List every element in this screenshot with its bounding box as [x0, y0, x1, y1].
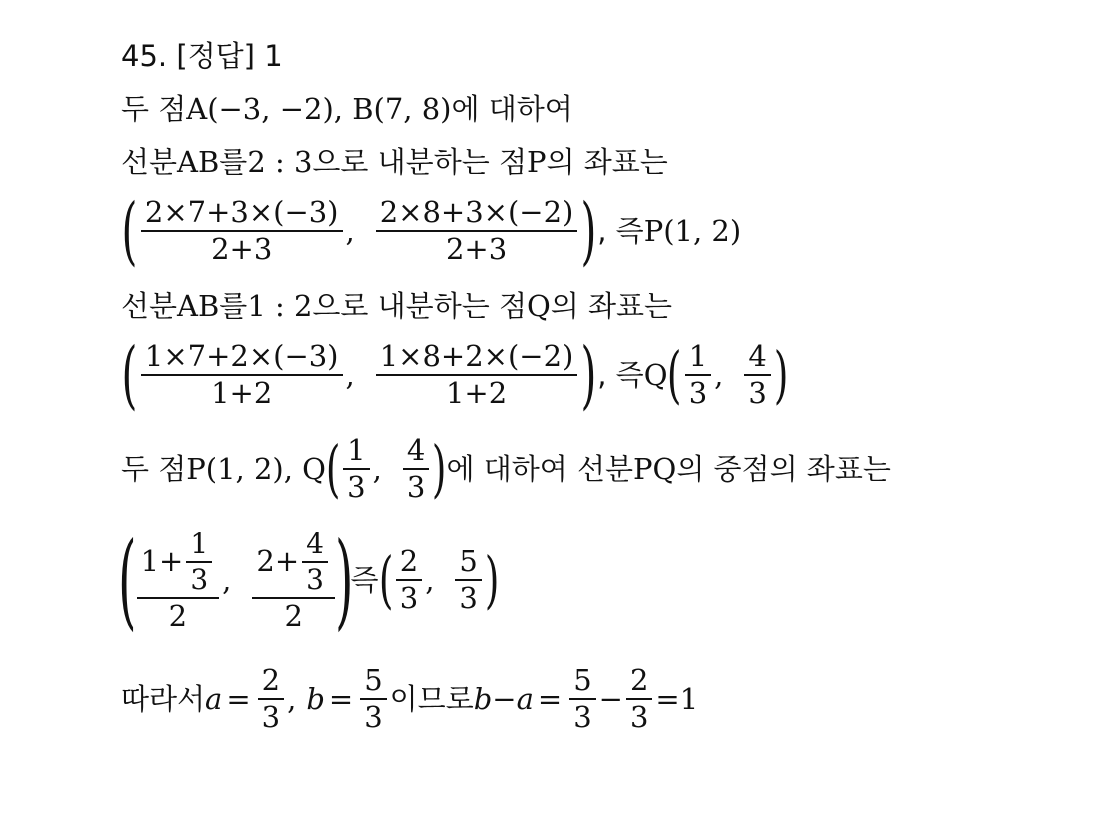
right-paren: ): [335, 519, 354, 641]
left-paren: (: [118, 519, 137, 641]
result: =1: [655, 681, 699, 716]
text: , 즉: [597, 357, 644, 392]
numerator: 4: [744, 342, 770, 376]
denominator: 2+3: [211, 232, 273, 266]
segment-label: AB: [177, 289, 220, 323]
denominator: 3: [364, 700, 383, 734]
numerator: 2: [626, 666, 652, 700]
numerator: 2: [258, 666, 284, 700]
text: 의 좌표는: [546, 145, 668, 179]
point-coordinates: P(1, 2), Q: [186, 451, 326, 486]
equals: =: [226, 681, 251, 716]
formula-q: ( $\frac{1\times 7+2\times(-3)}{1+2}$ , $\frac{1\times 8+2\times(-2)}{1+2}$ ) , 즉 Q ( $\frac{1}{3}$ , $\frac{4}{3}$ ): [121, 332, 789, 418]
formula-p: [121, 190, 741, 272]
compound-fraction: [252, 526, 335, 633]
text: 의 중점의 좌표는: [676, 451, 891, 486]
text: 선분: [121, 145, 178, 179]
fraction: [343, 433, 369, 504]
text: 2+: [256, 544, 300, 578]
numerator: 2×8+3×(−2): [376, 198, 578, 232]
right-paren: ): [580, 188, 597, 274]
text: 즉: [350, 562, 379, 597]
equals: =: [328, 681, 354, 716]
numerator: 1×7+2×(−3): [141, 342, 343, 376]
minus: −: [598, 681, 623, 716]
ratio: 2 : 3: [247, 145, 313, 179]
fraction: [569, 663, 595, 734]
numerator: 5: [455, 547, 481, 581]
fraction: [141, 195, 343, 266]
denominator: 3: [406, 470, 426, 504]
denominator: 3: [399, 581, 419, 615]
text: 두 점: [121, 92, 187, 126]
denominator: 3: [748, 376, 767, 410]
fraction: [376, 195, 578, 266]
left-paren: (: [378, 543, 393, 616]
numerator: 1: [685, 342, 711, 376]
numerator: [252, 526, 335, 599]
numerator: 4: [403, 436, 429, 470]
point-label: Q: [643, 357, 668, 392]
left-paren: (: [667, 338, 682, 411]
denominator: 3: [688, 376, 708, 410]
denominator: 3: [190, 562, 209, 596]
denominator: 3: [459, 581, 478, 615]
text: 선분: [121, 289, 178, 323]
line-internal-division-q: [121, 289, 673, 323]
fraction: [376, 339, 578, 410]
text: , 즉: [597, 213, 644, 248]
fraction: [744, 339, 770, 410]
text: 1+: [140, 544, 184, 578]
numerator: 1: [343, 436, 369, 470]
right-paren: ): [432, 432, 447, 505]
point-label: Q: [526, 289, 551, 323]
text: 이므로: [389, 681, 474, 716]
segment-label: PQ: [633, 451, 677, 486]
line-points-ab: [121, 92, 573, 126]
left-paren: (: [325, 432, 341, 505]
line-internal-division-p: [121, 145, 668, 179]
line-midpoint: 두 점 P(1, 2), Q ( $\frac{1}{3}$ , $\frac{4}{3}$ ) 에 대하여 선분 PQ 의 중점의 좌표는: [121, 432, 891, 505]
answer-title: [121, 39, 283, 73]
point-result: P(1, 2): [643, 213, 742, 248]
text: 으로 내분하는 점: [312, 145, 527, 179]
answer-title-text: 45. [정답] 1: [121, 39, 283, 73]
point-label: P: [526, 145, 547, 179]
fraction: [685, 339, 711, 410]
denominator: 1+2: [445, 376, 508, 410]
text: 두 점: [121, 451, 187, 486]
numerator: 1: [186, 530, 212, 563]
compound-fraction: [137, 526, 220, 633]
denominator: 3: [306, 562, 324, 596]
comma: ,: [345, 357, 355, 392]
comma: ,: [345, 213, 355, 248]
variable-b: b: [306, 681, 325, 716]
expression: b−a: [473, 681, 534, 716]
ratio: 1 : 2: [247, 289, 313, 323]
numerator: 5: [360, 666, 386, 700]
denominator: 1+2: [211, 376, 273, 410]
formula-midpoint: ( 1+ $\frac{1}{3}$ 2 , 2+ $\frac{4}{3}$ 2 ) 즉 ( $\frac{2}{3}$ , $\frac{5}{3}$ ): [118, 519, 500, 641]
text: 의 좌표는: [550, 289, 673, 323]
text: 으로 내분하는 점: [312, 289, 527, 323]
text: 따라서: [121, 681, 206, 716]
fraction: [360, 663, 386, 734]
right-paren: ): [580, 332, 597, 418]
denominator: 3: [573, 700, 592, 734]
numerator: 1×8+2×(−2): [376, 342, 578, 376]
line-conclusion: [121, 654, 698, 744]
fraction: [626, 663, 652, 734]
fraction: [258, 663, 284, 734]
segment-label: AB: [177, 145, 220, 179]
denominator: 2: [168, 598, 188, 633]
fraction: [403, 433, 429, 504]
variable-a: a: [205, 681, 223, 716]
fraction: [302, 526, 328, 596]
fraction: [396, 544, 422, 615]
point-coordinates: A(−3, −2), B(7, 8): [186, 92, 452, 126]
denominator: 3: [629, 700, 649, 734]
denominator: 2+3: [445, 232, 508, 266]
comma: ,: [287, 681, 297, 716]
text: 를: [219, 289, 248, 323]
right-paren: ): [484, 543, 500, 616]
fraction: [186, 526, 212, 596]
text: 를: [219, 145, 248, 179]
right-paren: ): [773, 338, 789, 411]
numerator: [137, 526, 220, 599]
numerator: 4: [302, 530, 328, 563]
denominator: 3: [261, 700, 281, 734]
fraction: [141, 339, 343, 410]
numerator: 2: [396, 547, 422, 581]
denominator: 3: [347, 470, 366, 504]
left-paren: (: [121, 332, 138, 418]
fraction: [455, 544, 481, 615]
numerator: 2×7+3×(−3): [141, 198, 343, 232]
text: 에 대하여: [451, 92, 573, 126]
numerator: 5: [569, 666, 595, 700]
denominator: 2: [284, 598, 303, 633]
left-paren: (: [121, 188, 138, 274]
text: 에 대하여 선분: [446, 451, 634, 486]
equals: =: [537, 681, 563, 716]
